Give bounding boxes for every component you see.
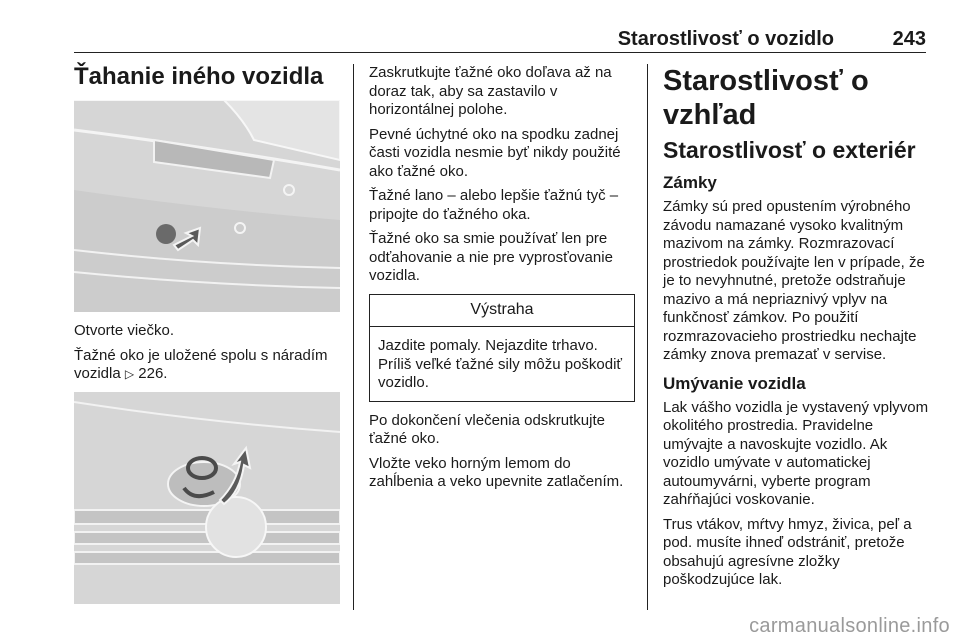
- tool-location-text: Ťažné oko je uložené spolu s náradím vozidla: [74, 346, 328, 382]
- warning-text: Jazdite pomaly. Nejazdite trhavo. Príliš veľké ťažné sily môžu poškodiť vozidlo.: [378, 337, 623, 391]
- instruction-unscrew: Po dokončení vlečenia odskrutkujte ťažné oko.: [369, 411, 605, 447]
- instruction-screw-in: Zaskrutkujte ťažné oko doľava až na doraz tak, aby sa zastavilo v horizontálnej polohe.: [369, 64, 612, 118]
- car-wash-text: Lak vášho vozidla je vystavený vplyvom okolitého prostredia. Pravidelne umývajte a navoskujte vozidlo. Ak vozidlo umývate v automatickej autoumyvárni, vyberte program zahŕňajúci voskovanie.: [663, 398, 929, 508]
- warning-box: [369, 294, 635, 402]
- column-1-text: [74, 322, 344, 390]
- column-1: [74, 62, 342, 92]
- page-number: 243: [892, 28, 926, 50]
- section-title: Starostlivosť o vozidlo: [617, 28, 834, 50]
- column-divider: [353, 64, 354, 610]
- heading-locks: Zámky: [663, 173, 717, 192]
- instruction-tool-location: [74, 347, 344, 384]
- heading-car-wash: Umývanie vozidla: [663, 373, 806, 393]
- column-divider: [647, 64, 648, 610]
- column-3: [663, 64, 929, 596]
- warning-title: Výstraha: [370, 295, 634, 328]
- car-wash-warning-text: Trus vtákov, mŕtvy hmyz, živica, peľ a pod. musíte ihneď odstrániť, pretože obsahujú agresívne zložky poškodzujúce lak.: [663, 515, 912, 588]
- page-header: [74, 26, 926, 53]
- instruction-usage: Ťažné oko sa smie používať len pre odťahovanie a nie pre vyprosťovanie vozidla.: [369, 230, 613, 284]
- figure-towing-eye: [74, 392, 340, 604]
- rear-bumper-cover-illustration: [74, 100, 340, 312]
- heading-towing: Ťahanie iného vozidla: [74, 63, 324, 90]
- instruction-attach-rope: Ťažné lano – alebo lepšie ťažnú tyč – pripojte do ťažného oka.: [369, 187, 619, 223]
- column-2: [369, 64, 635, 498]
- instruction-open-lid: Otvorte viečko.: [74, 322, 175, 339]
- page-reference-icon: ▷: [124, 367, 135, 381]
- heading-appearance-care: Starostlivosť o vzhľad: [663, 65, 869, 131]
- heading-exterior-care: Starostlivosť o exteriér: [663, 137, 916, 163]
- page-reference-link[interactable]: 226.: [138, 365, 168, 382]
- instruction-fixed-eye: Pevné úchytné oko na spodku zadnej časti vozidla nesmie byť nikdy použité ako ťažné oko.: [369, 125, 621, 180]
- instruction-insert-lid: Vložte veko horným lemom do zahĺbenia a veko upevnite zatlačením.: [369, 454, 624, 490]
- watermark: carmanualsonline.info: [749, 615, 950, 637]
- locks-text: Zámky sú pred opustením výrobného závodu namazané vysoko kvalitným mazivom na zámky. Rozmrazovací prostriedok používajte len v prípade, že je to nevyhnutné, pretože odstraňuje mazivo a má nepriaznivý vplyv na funkčnosť zámkov. Po použití rozmrazovacieho prostriedku nechajte zámky znova premazať v servise.: [663, 198, 925, 363]
- figure-rear-bumper: [74, 100, 340, 312]
- towing-eye-illustration: [74, 392, 340, 604]
